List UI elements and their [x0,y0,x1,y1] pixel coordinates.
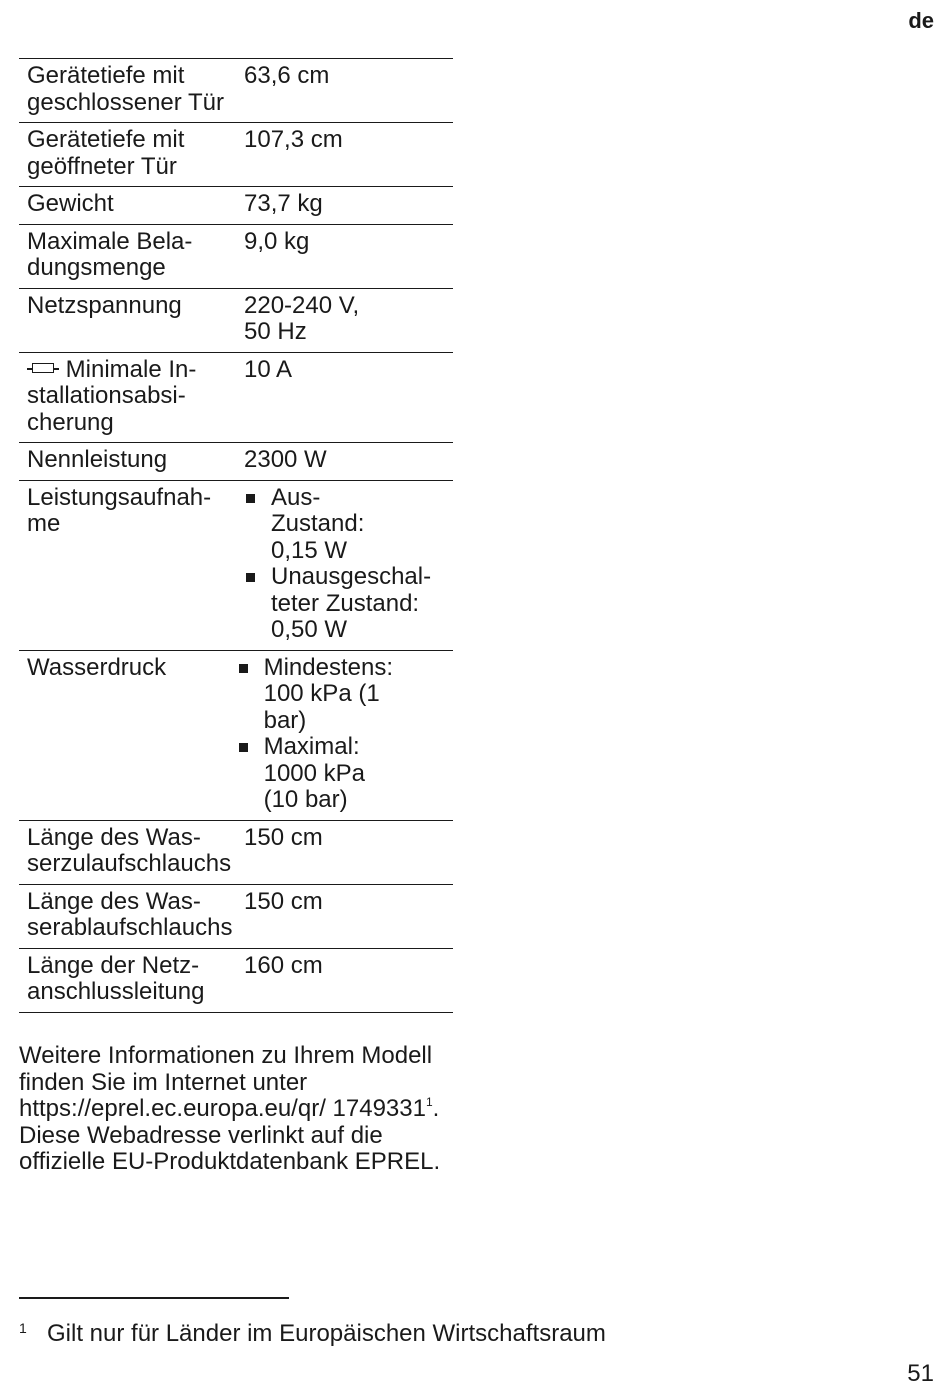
list-item: Maximal: 1000 kPa (10 bar) [237,734,453,814]
spec-label: Gewicht [27,190,114,217]
spec-value: 73,7 kg [244,190,323,217]
spec-label-with-icon [19,357,236,437]
spec-label: Gerätetiefe mit geöffneter Tür [27,126,185,180]
footnote [19,1314,606,1348]
footnote-mark: 1 [19,1320,27,1336]
table-row [19,481,453,651]
spec-value: 9,0 kg [244,227,310,255]
spec-label: Länge des Wasserzulaufschlauchs [27,823,232,877]
spec-table [19,58,453,1013]
fuse-icon [27,363,59,375]
spec-value: 150 cm [244,887,323,915]
table-row [19,949,453,1013]
table-row [19,353,453,444]
spec-value: 2300 W [244,446,327,473]
bullet-list [244,485,453,644]
spec-label: Länge des Wasserablaufschlauchs [27,887,233,941]
footnote-text: Gilt nur für Länder im Europäischen Wirtschaftsraum [47,1320,606,1347]
page-number: 51 [907,1360,934,1387]
table-row [19,821,453,885]
spec-label: Netzspannung [27,291,182,319]
table-row [19,59,453,123]
info-paragraph [19,1043,449,1176]
table-row [19,289,453,353]
language-marker: de [908,8,934,33]
table-row [19,443,453,481]
spec-label: Gerätetiefe mit geschlossener Tür [27,62,224,116]
spec-value [229,655,453,814]
table-row [19,123,453,187]
footnote-reference: 1 [425,1095,433,1109]
spec-label: Maximale Beladungsmenge [27,227,193,281]
spec-value: 63,6 cm [244,62,330,89]
bullet-list [237,655,453,814]
spec-value: 10 A [244,355,293,383]
spec-value [236,485,453,644]
info-text: Weitere Informationen zu Ihrem Modell finden Sie im Internet unter https://eprel.ec.europa.eu/qr/ 1749331 [19,1042,433,1122]
spec-value: 220-240 V, 50 Hz [244,291,360,345]
spec-value: 160 cm [244,951,323,979]
spec-label: Minimale Installationsabsicherung [27,355,197,436]
spec-label: Nennleistung [27,446,168,473]
spec-label: Leistungsaufnahme [27,483,212,537]
footnote-divider [19,1297,289,1299]
table-row [19,225,453,289]
list-item: Mindestens: 100 kPa (1 bar) [237,655,453,735]
info-text: . Diese Webadresse verlinkt auf die offizielle EU-Produktdatenbank EPREL. [19,1095,441,1175]
list-item: Unausgeschalteter Zustand: 0,50 W [244,564,453,644]
spec-value: 107,3 cm [244,126,343,153]
table-row [19,885,453,949]
table-row [19,651,453,821]
spec-value: 150 cm [244,823,323,851]
table-row [19,187,453,225]
spec-label: Wasserdruck [27,653,167,681]
list-item: Aus-Zustand: 0,15 W [244,485,453,565]
spec-label: Länge der Netzanschlussleitung [27,951,205,1005]
